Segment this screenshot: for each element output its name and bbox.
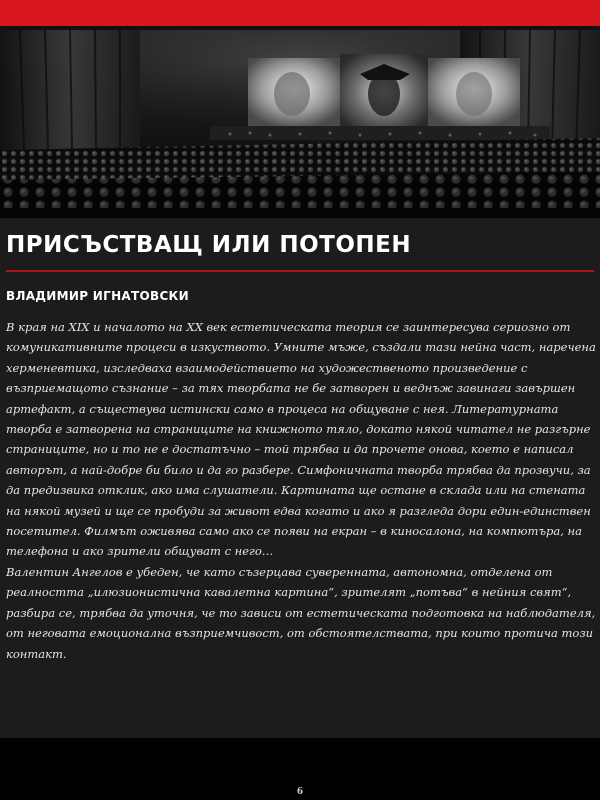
article-author: ВЛАДИМИР ИГНАТОВСКИ xyxy=(6,289,189,303)
top-accent-bar xyxy=(0,0,600,26)
page-number: 6 xyxy=(296,787,304,797)
hero-photo-drawing xyxy=(0,30,600,218)
article-title: ПРИСЪСТВАЩ ИЛИ ПОТОПЕН xyxy=(6,232,412,258)
title-divider xyxy=(6,270,594,272)
article-body: В края на XIX и началото на XX век естетическата теория се заинтересува сериозно от комуникативните процеси в изкуството. Умните мъже, създали тази нейна част, наречена херменевтика, изследваха взаимодействието на художественото произведение с възприемащото съзнание – за тях творбата не бе затворен и веднъж завинаги завършен артефакт, а съществува истински само в процеса на общуване с нея. Литературната творба е затворена на страниците на книжното тяло, докато някой читател не разгърне страниците, но и то не е достатъчно – той трябва и да прочете онова, което е написал авторът, а най-добре би било и да го разбере. Симфоничната творба трябва да прозвучи, за да предизвика отклик, ако има слушатели. Картината ще остане в склада или на стената на някой музей и ще се пробуди за живот едва когато и ако я разгледа дори един-единствен посетител. Филмът оживява само ако се появи на екран – в киносалона, на компютъра, на телефона и ако зрители общуват с него… Валентин Ангелов е убеден, че като съзерцава суверенната, автономна, отделена от реалността „илюзионистична кавалетна картина“, зрителят „потъва“ в нейния свят“, разбира се, трябва да уточня, че то зависи от естетическата подготовка на наблюдателя, от неговата емоционална възприемчивост, от обстоятелствата, при които протича този контакт. xyxy=(6,320,596,661)
hero-photo-cinema-audience xyxy=(0,30,600,218)
